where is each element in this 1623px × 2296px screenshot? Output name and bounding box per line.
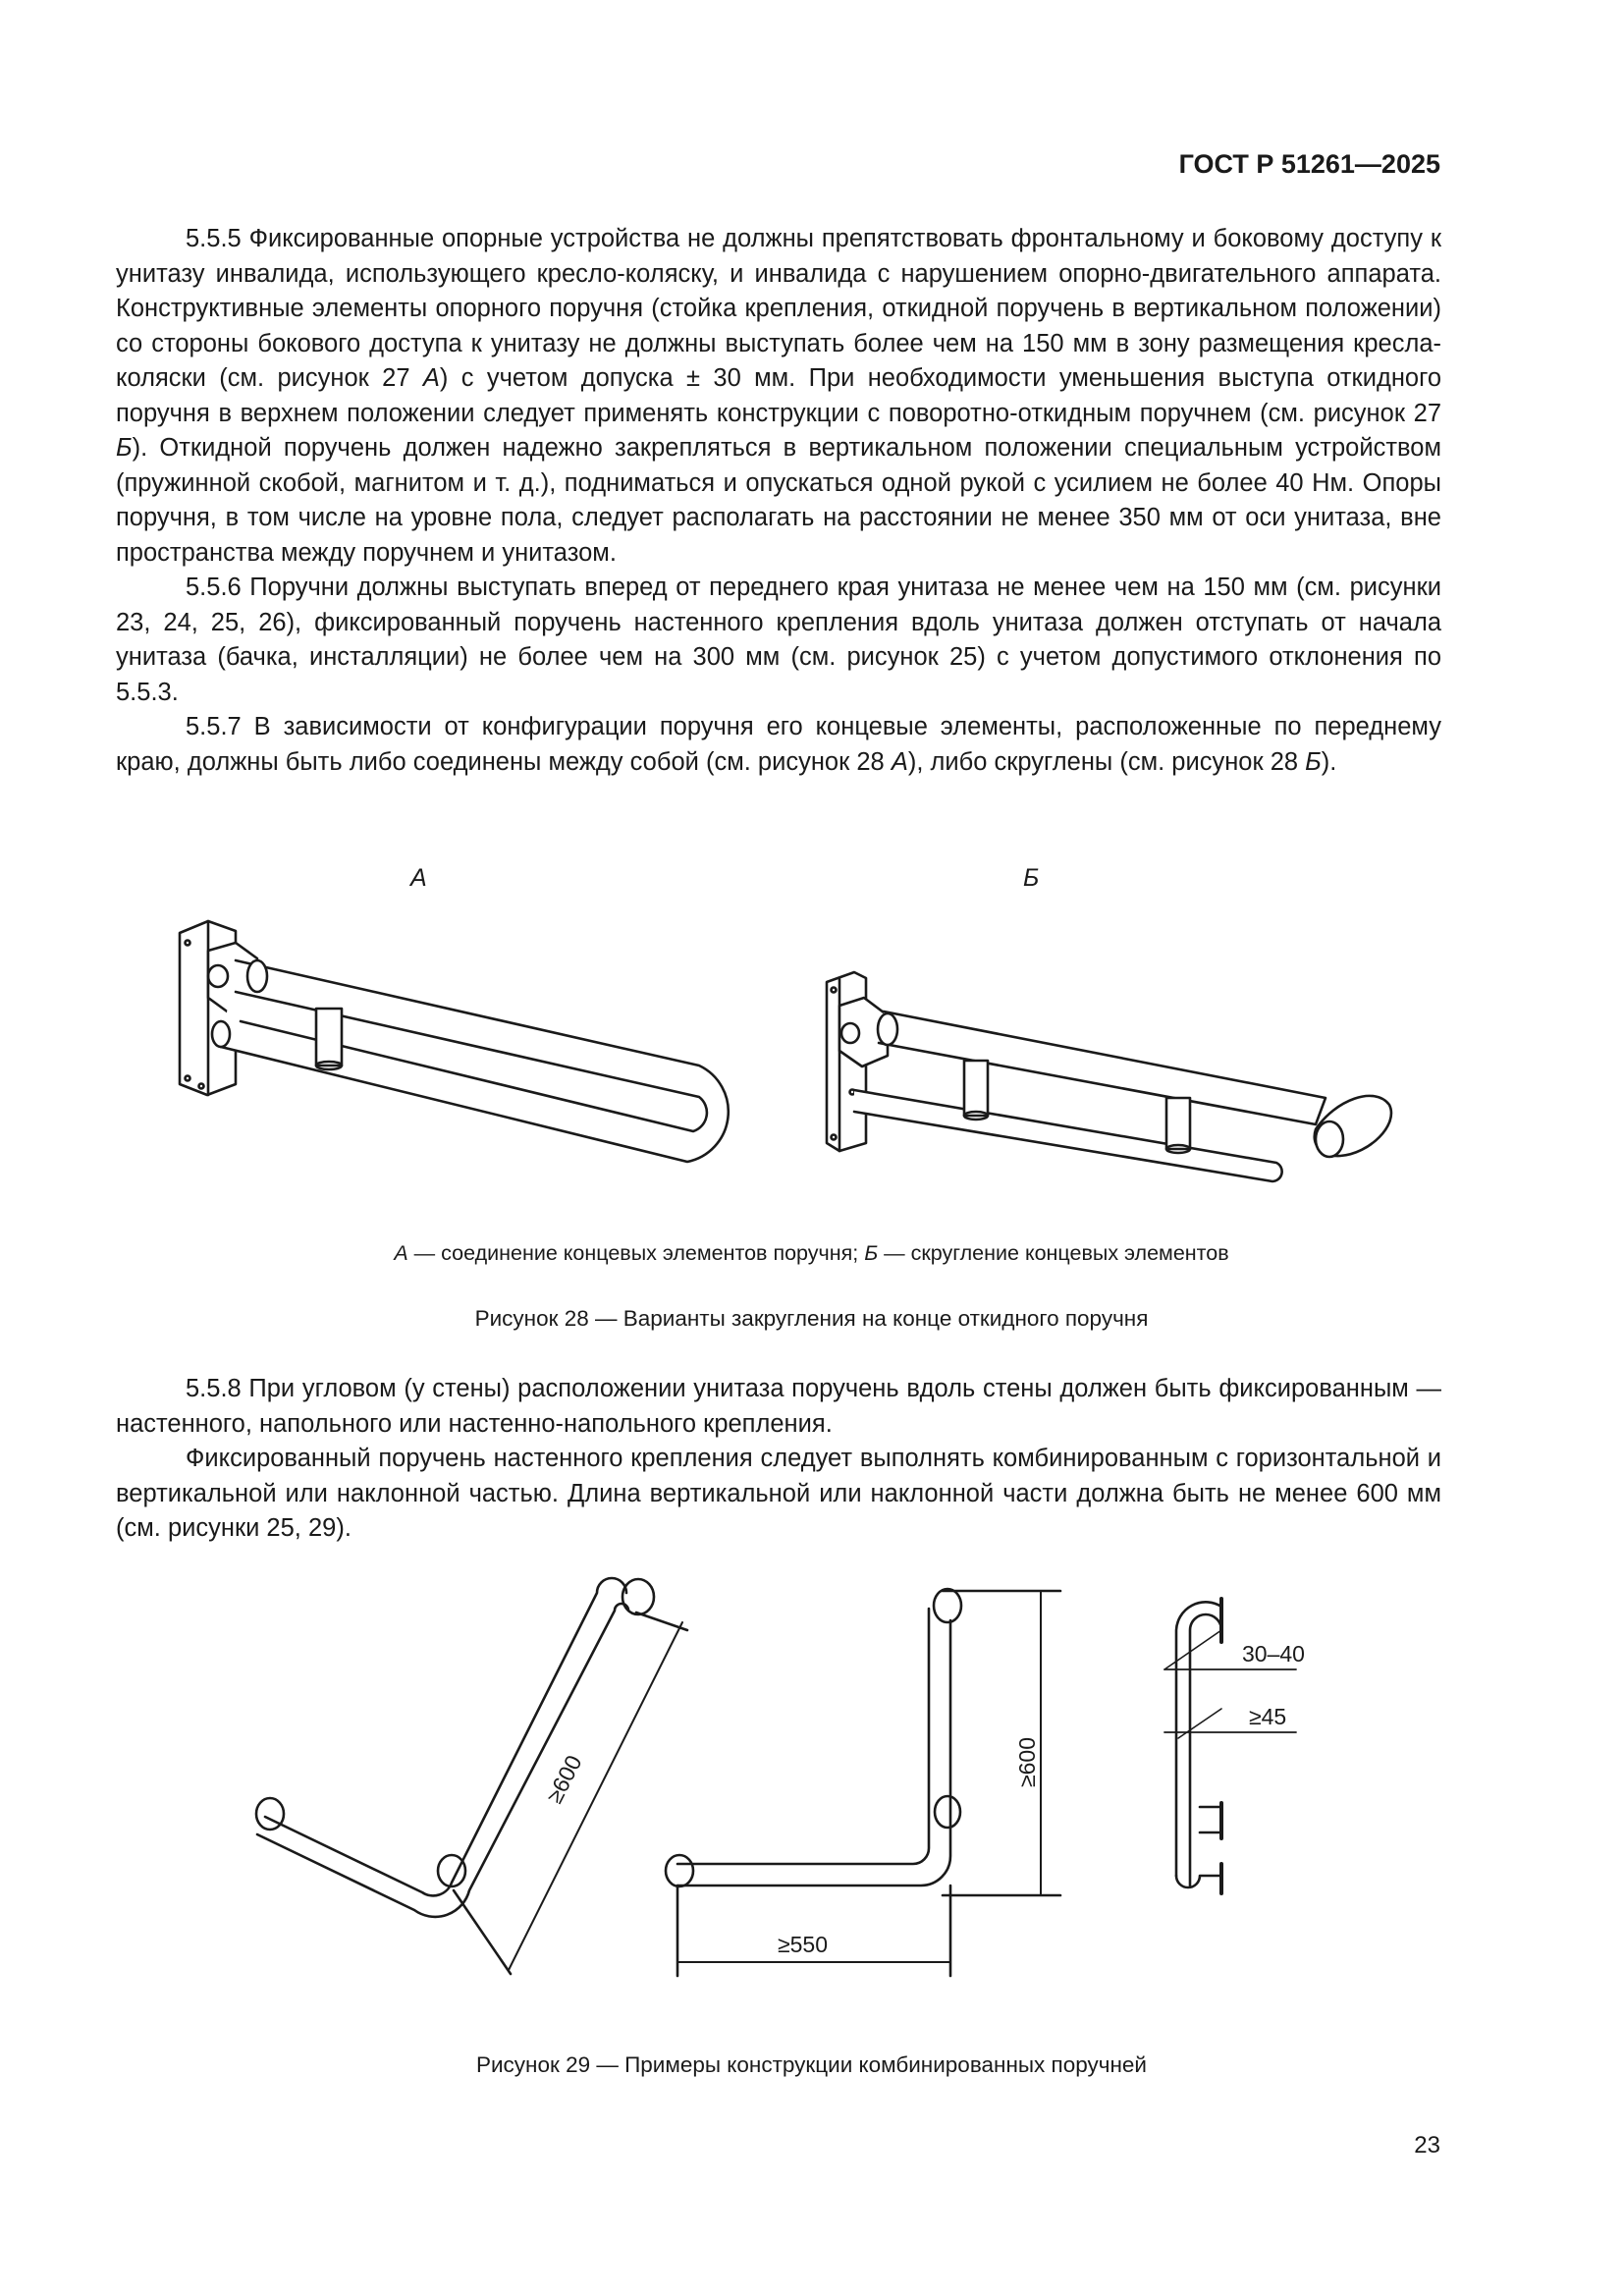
paragraph-5-5-6: 5.5.6 Поручни должны выступать вперед от переднего края унитаза не менее чем на 150 мм (см. рисунки 23, 24, 25, 26), фиксированный поручень настенного крепления вдоль унитаза должен отступать от начала унитаза (бачка, инсталляции) не более чем на 300 мм (см. рисунок 25) с учетом допустимого отклонения по 5.5.3. [116, 574, 1441, 706]
handrail-b-illustration [827, 972, 1391, 1181]
dim-gap-label: 30–40 [1242, 1641, 1305, 1667]
section-text-1 [116, 222, 1441, 780]
dim-horizontal-label: ≥550 [778, 1932, 828, 1957]
document-header: ГОСТ Р 51261—2025 [1178, 149, 1440, 179]
figure-28-label-a: А [410, 864, 427, 892]
figure-28-legend: А — соединение концевых элементов поручня; Б — скругление концевых элементов [394, 1241, 1229, 1265]
figure-29-caption: Рисунок 29 — Примеры конструкции комбинированных поручней [475, 2052, 1147, 2077]
paragraph-5-5-7: 5.5.7 В зависимости от конфигурации поручня его концевые элементы, расположенные по переднему краю, должны быть либо соединены между собой (см. рисунок 28 А), либо скруглены (см. рисунок 28 Б). [116, 713, 1441, 776]
section-text-2 [116, 1372, 1441, 1547]
inclined-handrail-illustration [256, 1578, 687, 1974]
figure-28-label-b: Б [1023, 864, 1040, 892]
dim-vertical-label: ≥600 [1014, 1737, 1040, 1787]
paragraph-combined-handrail: Фиксированный поручень настенного крепления следует выполнять комбинированным с горизонтальной и вертикальной или наклонной частью. Длина вертикальной или наклонной части должна быть не менее 600 мм (см. рисунки 25, 29). [116, 1445, 1441, 1542]
figure-29-drawing [0, 1561, 1623, 2013]
paragraph-5-5-8: 5.5.8 При угловом (у стены) расположении унитаза поручень вдоль стены должен быть фиксированным — настенного, напольного или настенно-напольного крепления. [116, 1375, 1441, 1438]
l-shaped-handrail-illustration [666, 1589, 1060, 1976]
dim-inclined-label: ≥600 [541, 1751, 587, 1808]
page-number: 23 [1414, 2132, 1440, 2159]
figure-28-caption: Рисунок 28 — Варианты закругления на конце откидного поручня [474, 1306, 1149, 1331]
paragraph-5-5-5: 5.5.5 Фиксированные опорные устройства не должны препятствовать фронтальному и боковому доступу к унитазу инвалида, использующего кресло-коляску, и инвалида с нарушением опорно-двигательного аппарата. Конструктивные элементы опорного поручня (стойка крепления, откидной поручень в вертикальном положении) со стороны бокового доступа к унитазу не должны выступать более чем на 150 мм в зону размещения кресла-коляски (см. рисунок 27 А) с учетом допуска ± 30 мм. При необходимости уменьшения выступа откидного поручня в верхнем положении следует применять конструкции с поворотно-откидным поручнем (см. рисунок 27 Б). Откидной поручень должен надежно закрепляться в вертикальном положении специальным устройством (пружинной скобой, магнитом и т. д.), подниматься и опускаться одной рукой с усилием не более 40 Нм. Опоры поручня, в том числе на уровне пола, следует располагать на расстоянии не менее 350 мм от оси унитаза, вне пространства между поручнем и унитазом. [116, 225, 1442, 567]
handrail-a-illustration [180, 921, 729, 1162]
dim-offset-label: ≥45 [1249, 1704, 1287, 1729]
handrail-profile-illustration [1164, 1599, 1305, 1893]
figure-28-drawing [0, 903, 1623, 1218]
